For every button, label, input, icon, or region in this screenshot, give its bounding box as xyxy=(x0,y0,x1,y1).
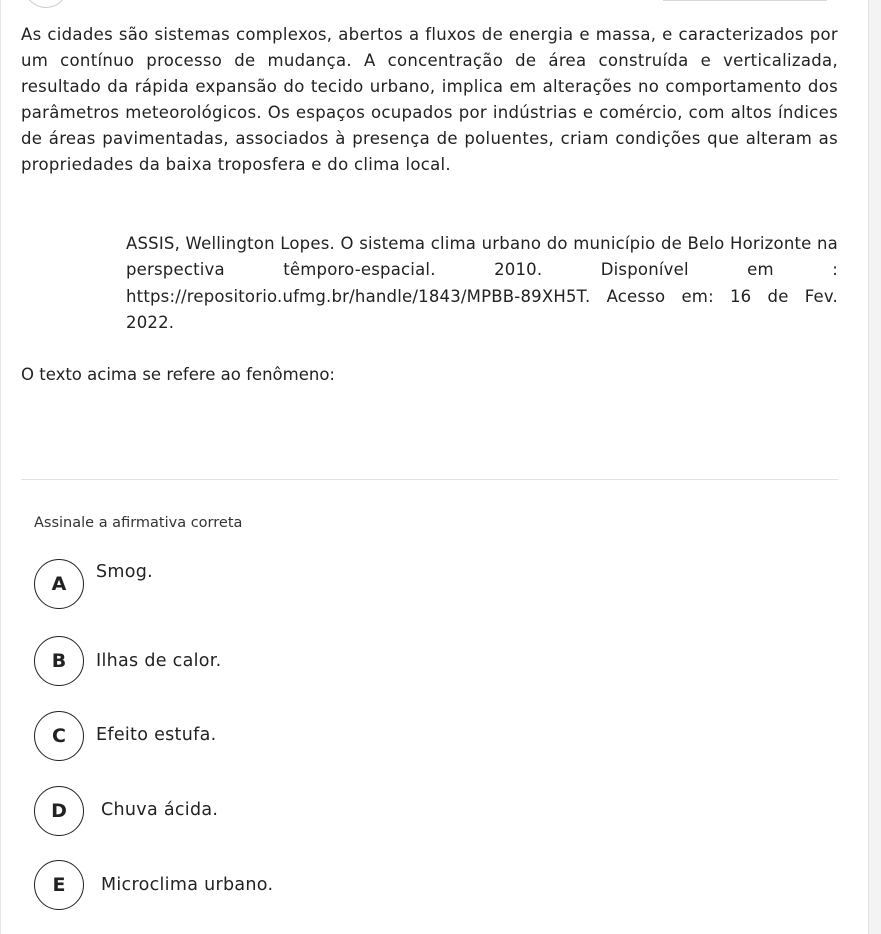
option-letter-e[interactable]: E xyxy=(34,860,84,910)
header-line-fragment xyxy=(663,0,827,1)
option-a[interactable] xyxy=(34,559,834,609)
scrollbar-track[interactable] xyxy=(868,0,881,934)
option-c[interactable] xyxy=(34,711,834,761)
option-letter-d[interactable]: D xyxy=(34,786,84,836)
option-d[interactable] xyxy=(34,786,834,836)
option-letter-a[interactable]: A xyxy=(34,559,84,609)
option-b[interactable] xyxy=(34,636,834,686)
passage-text: As cidades são sistemas complexos, abertos a fluxos de energia e massa, e caracterizados por um contínuo processo de mudança. A concentração de área construída e verticalizada, resultado da rápida expansão do tecido urbano, implica em alterações no comportamento dos parâmetros meteorológicos. Os espaços ocupados por indústrias e comércio, com altos índices de áreas pavimentadas, associados à presença de poluentes, criam condições que alteram as propriedades da baixa troposfera e do clima local. xyxy=(21,25,838,174)
option-text-c[interactable]: Efeito estufa. xyxy=(96,725,217,745)
question-text: O texto acima se refere ao fenômeno: xyxy=(21,365,335,384)
option-text-b[interactable]: Ilhas de calor. xyxy=(96,651,222,671)
option-letter-c[interactable]: C xyxy=(34,711,84,761)
citation-text: ASSIS, Wellington Lopes. O sistema clima urbano do município de Belo Horizonte na perspectiva têmporo-espacial. 2010. Disponível em : https://repositorio.ufmg.br/handle/1843/MPBB-89XH5T. Acesso em: 16 de Fev. 2022. xyxy=(126,234,838,332)
option-text-a[interactable]: Smog. xyxy=(96,562,154,582)
option-letter-b[interactable]: B xyxy=(34,636,84,686)
divider xyxy=(21,479,838,480)
option-text-d[interactable]: Chuva ácida. xyxy=(101,800,219,820)
option-text-e[interactable]: Microclima urbano. xyxy=(101,875,274,895)
left-border xyxy=(0,0,1,934)
header-circle-fragment xyxy=(24,0,68,8)
option-e[interactable] xyxy=(34,860,834,910)
instruction-text: Assinale a afirmativa correta xyxy=(34,515,243,531)
